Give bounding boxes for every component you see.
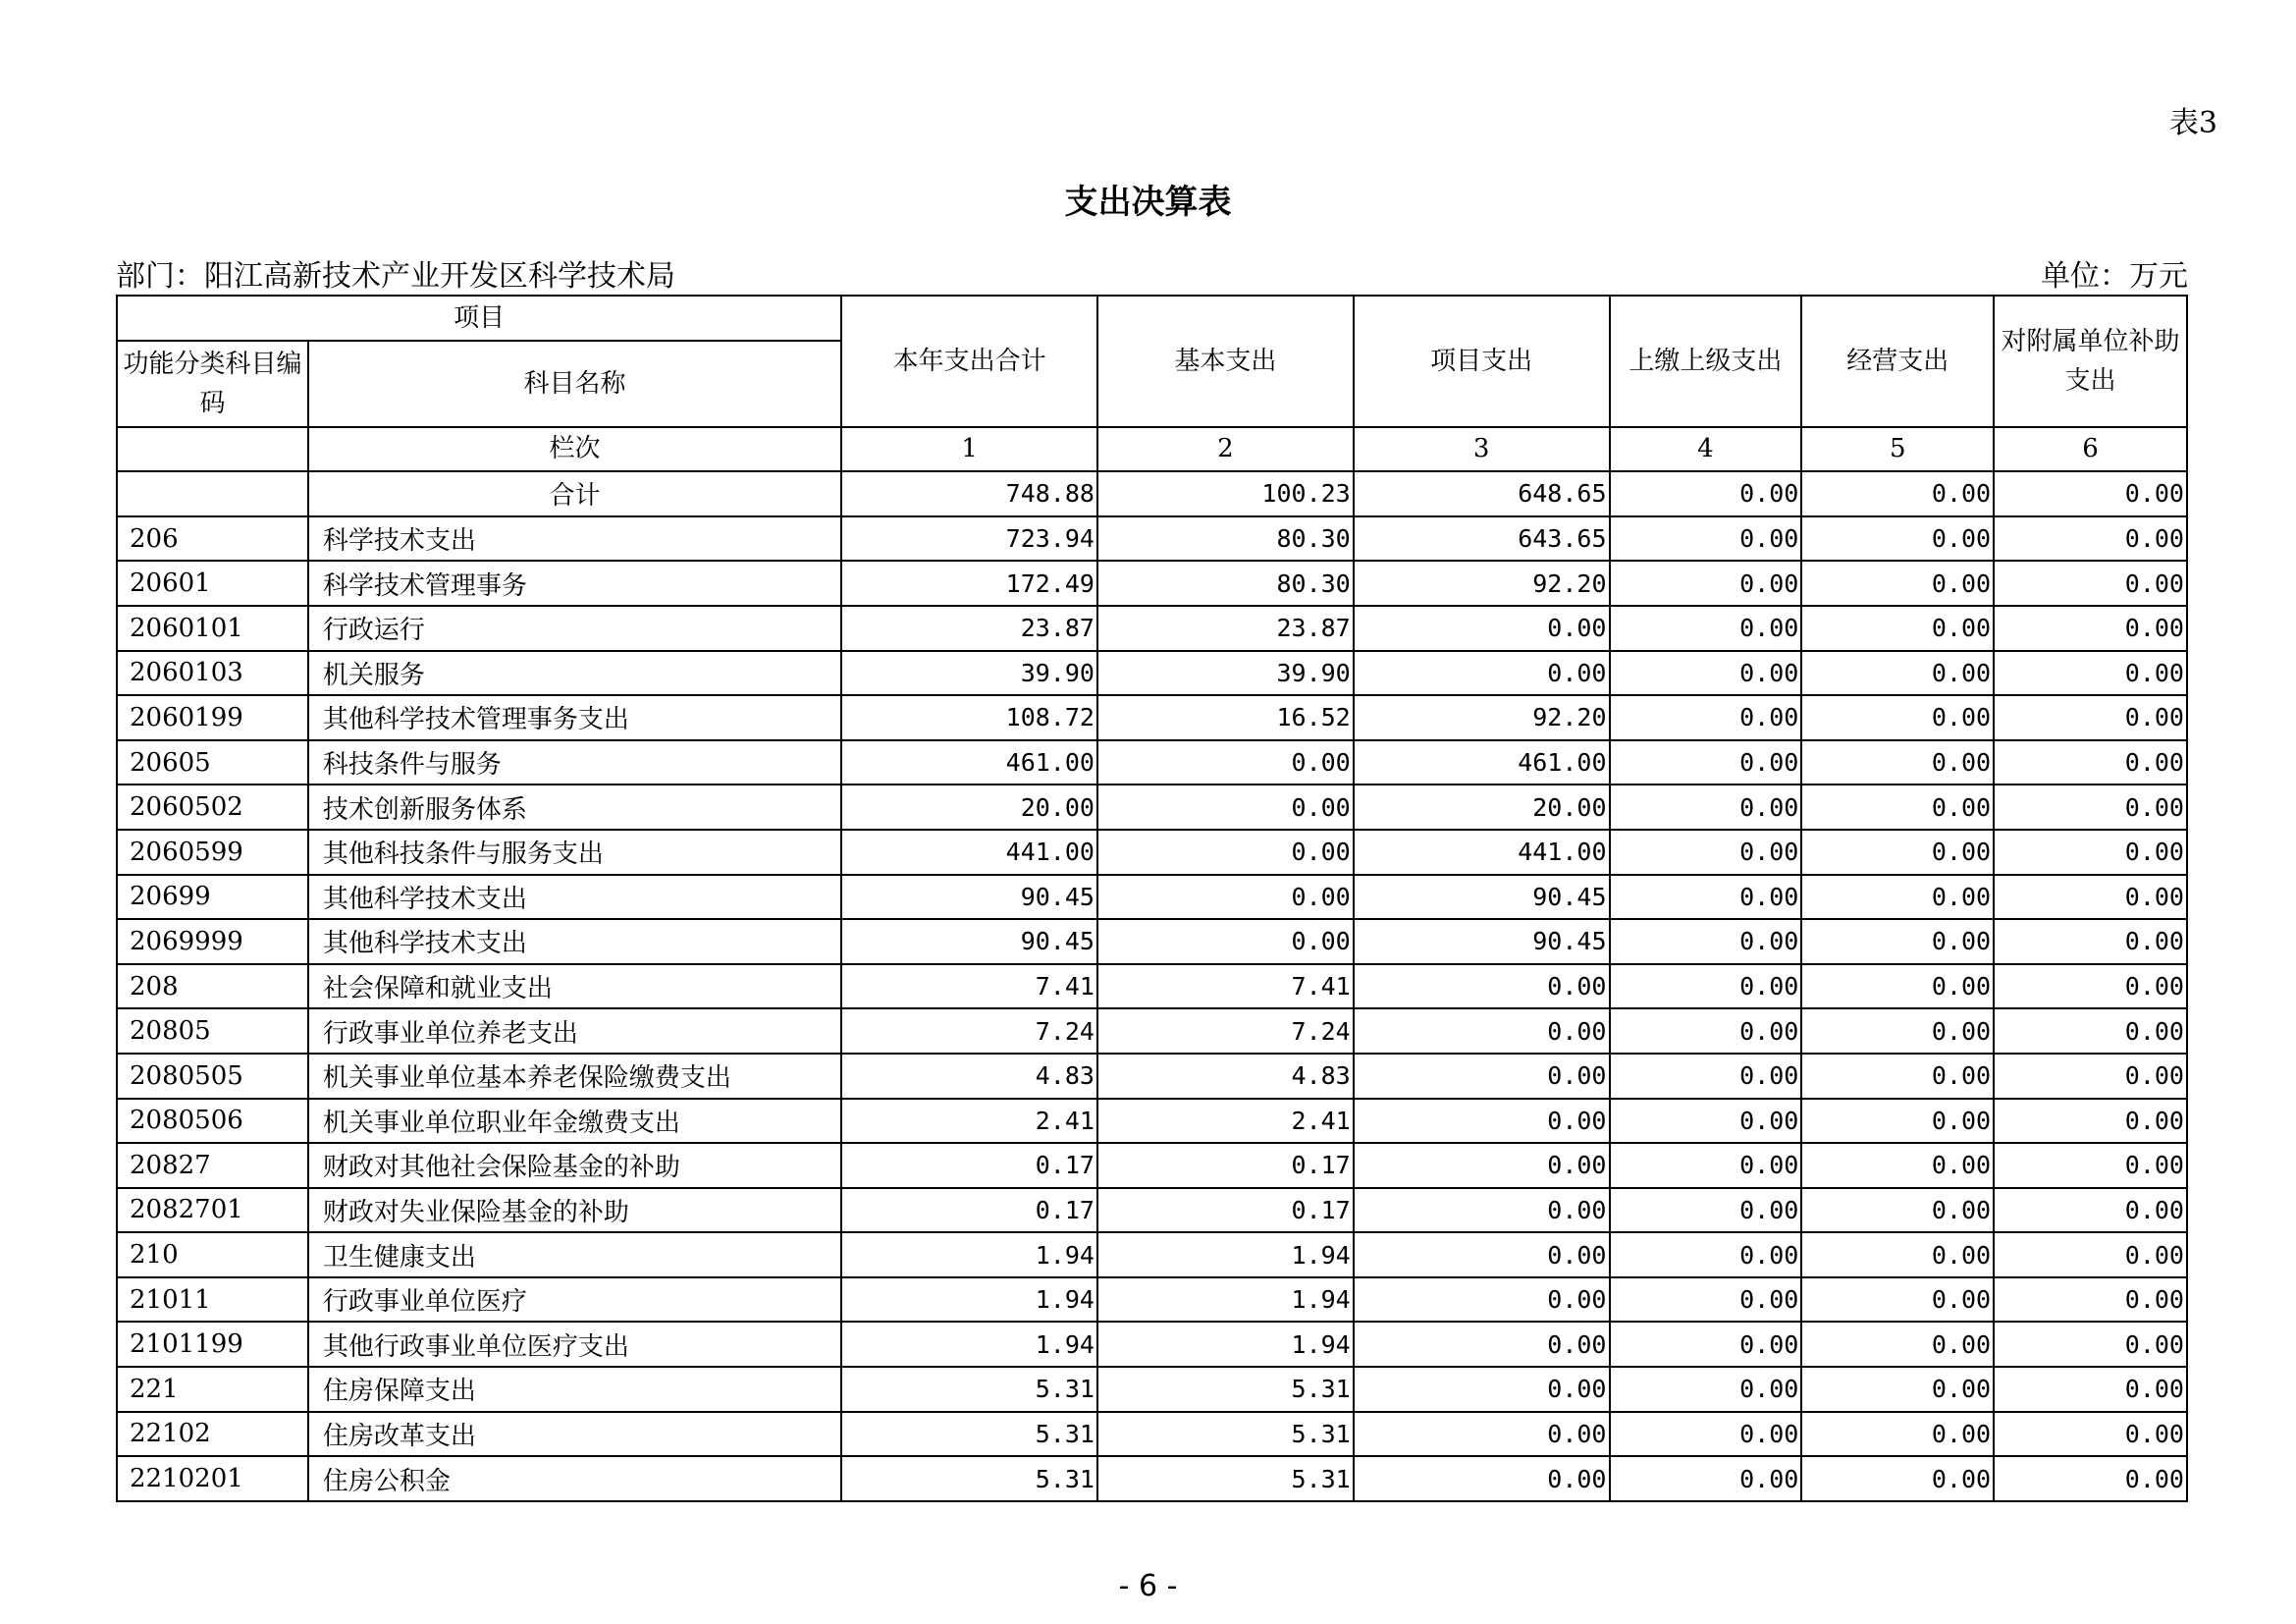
row-name: 住房改革支出 — [308, 1412, 841, 1457]
row-code: 2060101 — [117, 606, 308, 651]
row-code: 2101199 — [117, 1322, 308, 1367]
row-value: 0.00 — [1097, 830, 1354, 875]
total-label: 合计 — [308, 471, 841, 516]
expenditure-table — [116, 295, 2188, 1502]
table-row — [117, 1367, 2187, 1412]
row-value: 0.00 — [1354, 964, 1610, 1009]
table-row — [117, 964, 2187, 1009]
row-name: 技术创新服务体系 — [308, 785, 841, 830]
table-row — [117, 1188, 2187, 1233]
total-code — [117, 471, 308, 516]
row-value: 0.00 — [1610, 785, 1802, 830]
row-code: 2080506 — [117, 1099, 308, 1144]
row-value: 1.94 — [1097, 1232, 1354, 1277]
row-value: 0.00 — [1610, 1456, 1802, 1501]
row-value: 0.00 — [1994, 1232, 2187, 1277]
table-row — [117, 875, 2187, 920]
total-value: 648.65 — [1354, 471, 1610, 516]
table-row — [117, 1099, 2187, 1144]
row-value: 643.65 — [1354, 516, 1610, 562]
row-name: 行政运行 — [308, 606, 841, 651]
row-value: 0.00 — [1801, 1456, 1994, 1501]
row-code: 2082701 — [117, 1188, 308, 1233]
row-value: 90.45 — [1354, 875, 1610, 920]
total-row — [117, 471, 2187, 516]
row-code: 210 — [117, 1232, 308, 1277]
row-value: 90.45 — [841, 875, 1097, 920]
row-name: 其他行政事业单位医疗支出 — [308, 1322, 841, 1367]
meta-line — [116, 251, 2188, 295]
row-index-5: 5 — [1801, 427, 1994, 472]
row-value: 0.00 — [1610, 919, 1802, 964]
row-name: 科学技术管理事务 — [308, 561, 841, 606]
row-name: 科技条件与服务 — [308, 740, 841, 785]
row-value: 0.00 — [1801, 740, 1994, 785]
row-value: 0.00 — [1801, 1232, 1994, 1277]
table-row — [117, 830, 2187, 875]
row-value: 0.00 — [1610, 1143, 1802, 1188]
row-code: 20699 — [117, 875, 308, 920]
row-value: 5.31 — [1097, 1367, 1354, 1412]
row-value: 0.00 — [1354, 651, 1610, 696]
row-value: 5.31 — [841, 1456, 1097, 1501]
total-value: 0.00 — [1994, 471, 2187, 516]
row-name: 住房保障支出 — [308, 1367, 841, 1412]
header-name: 科目名称 — [308, 341, 841, 427]
row-value: 20.00 — [841, 785, 1097, 830]
row-index-6: 6 — [1994, 427, 2187, 472]
row-value: 0.00 — [1994, 919, 2187, 964]
row-value: 0.00 — [1354, 1008, 1610, 1054]
table-row — [117, 516, 2187, 562]
row-index-blank — [117, 427, 308, 472]
row-value: 0.00 — [1097, 740, 1354, 785]
row-value: 461.00 — [841, 740, 1097, 785]
row-value: 0.00 — [1801, 1143, 1994, 1188]
row-value: 441.00 — [1354, 830, 1610, 875]
row-value: 0.00 — [1994, 875, 2187, 920]
row-code: 2060502 — [117, 785, 308, 830]
row-value: 172.49 — [841, 561, 1097, 606]
row-value: 0.00 — [1801, 695, 1994, 740]
row-value: 0.00 — [1994, 1456, 2187, 1501]
row-value: 0.00 — [1994, 1412, 2187, 1457]
row-value: 0.00 — [1097, 875, 1354, 920]
row-value: 0.00 — [1994, 1188, 2187, 1233]
row-value: 0.00 — [1610, 695, 1802, 740]
row-value: 0.00 — [1994, 1277, 2187, 1323]
row-value: 0.00 — [1994, 1367, 2187, 1412]
row-name: 行政事业单位养老支出 — [308, 1008, 841, 1054]
row-value: 0.00 — [1801, 964, 1994, 1009]
row-name: 社会保障和就业支出 — [308, 964, 841, 1009]
table-row — [117, 561, 2187, 606]
row-value: 0.00 — [1994, 740, 2187, 785]
row-value: 0.00 — [1801, 1412, 1994, 1457]
row-name: 机关服务 — [308, 651, 841, 696]
row-value: 0.00 — [1354, 1054, 1610, 1099]
row-value: 0.00 — [1994, 1099, 2187, 1144]
row-code: 221 — [117, 1367, 308, 1412]
header-col2: 基本支出 — [1097, 296, 1354, 427]
row-name: 科学技术支出 — [308, 516, 841, 562]
row-value: 92.20 — [1354, 695, 1610, 740]
row-value: 1.94 — [841, 1277, 1097, 1323]
row-value: 0.00 — [1994, 606, 2187, 651]
header-col1: 本年支出合计 — [841, 296, 1097, 427]
row-name: 住房公积金 — [308, 1456, 841, 1501]
row-value: 0.00 — [1801, 1054, 1994, 1099]
row-value: 0.00 — [1610, 1099, 1802, 1144]
row-value: 0.17 — [841, 1143, 1097, 1188]
row-code: 208 — [117, 964, 308, 1009]
row-value: 0.00 — [1994, 516, 2187, 562]
row-name: 财政对失业保险基金的补助 — [308, 1188, 841, 1233]
row-value: 0.00 — [1801, 1367, 1994, 1412]
page-title: 支出决算表 — [1064, 183, 1232, 222]
row-index-2: 2 — [1097, 427, 1354, 472]
row-value: 1.94 — [1097, 1322, 1354, 1367]
row-value: 0.00 — [1610, 1008, 1802, 1054]
row-value: 0.00 — [1994, 785, 2187, 830]
row-value: 0.00 — [1610, 1188, 1802, 1233]
table-row — [117, 1277, 2187, 1323]
row-name: 财政对其他社会保险基金的补助 — [308, 1143, 841, 1188]
row-value: 4.83 — [841, 1054, 1097, 1099]
table-row — [117, 1456, 2187, 1501]
row-index-label: 栏次 — [308, 427, 841, 472]
department-label: 部门：阳江高新技术产业开发区科学技术局 — [116, 259, 675, 294]
row-code: 2210201 — [117, 1456, 308, 1501]
header-item: 项目 — [117, 296, 841, 341]
row-value: 0.17 — [1097, 1188, 1354, 1233]
row-value: 0.00 — [1801, 785, 1994, 830]
row-code: 2060599 — [117, 830, 308, 875]
row-value: 7.24 — [1097, 1008, 1354, 1054]
row-name: 机关事业单位基本养老保险缴费支出 — [308, 1054, 841, 1099]
row-value: 1.94 — [1097, 1277, 1354, 1323]
row-value: 80.30 — [1097, 516, 1354, 562]
row-value: 0.00 — [1801, 561, 1994, 606]
header-code: 功能分类科目编码 — [117, 341, 308, 427]
table-row — [117, 1054, 2187, 1099]
row-value: 0.00 — [1610, 1322, 1802, 1367]
row-name: 行政事业单位医疗 — [308, 1277, 841, 1323]
table-row — [117, 785, 2187, 830]
table-row — [117, 606, 2187, 651]
row-value: 0.00 — [1994, 695, 2187, 740]
row-index — [117, 427, 2187, 472]
row-value: 2.41 — [1097, 1099, 1354, 1144]
row-value: 23.87 — [1097, 606, 1354, 651]
table-row — [117, 740, 2187, 785]
row-value: 0.00 — [1994, 830, 2187, 875]
page-number: - 6 - — [1118, 1569, 1178, 1603]
row-code: 20805 — [117, 1008, 308, 1054]
row-value: 0.00 — [1097, 919, 1354, 964]
row-code: 20605 — [117, 740, 308, 785]
row-value: 90.45 — [1354, 919, 1610, 964]
row-value: 0.00 — [1610, 606, 1802, 651]
row-value: 0.00 — [1610, 964, 1802, 1009]
table-number: 表3 — [2168, 106, 2217, 140]
row-value: 0.00 — [1801, 919, 1994, 964]
row-value: 0.00 — [1097, 785, 1354, 830]
total-value: 100.23 — [1097, 471, 1354, 516]
row-index-3: 3 — [1354, 427, 1610, 472]
table-row — [117, 1232, 2187, 1277]
row-code: 20601 — [117, 561, 308, 606]
row-value: 0.00 — [1610, 1054, 1802, 1099]
row-code: 2060199 — [117, 695, 308, 740]
row-value: 723.94 — [841, 516, 1097, 562]
row-value: 0.00 — [1354, 1188, 1610, 1233]
row-value: 90.45 — [841, 919, 1097, 964]
row-value: 461.00 — [1354, 740, 1610, 785]
row-value: 0.00 — [1610, 1367, 1802, 1412]
header-col6: 对附属单位补助支出 — [1994, 296, 2187, 427]
row-value: 0.00 — [1994, 964, 2187, 1009]
row-value: 0.00 — [1994, 1322, 2187, 1367]
row-value: 16.52 — [1097, 695, 1354, 740]
row-name: 其他科学技术管理事务支出 — [308, 695, 841, 740]
row-value: 0.00 — [1801, 516, 1994, 562]
unit-label: 单位：万元 — [2041, 259, 2188, 294]
row-value: 0.00 — [1610, 1232, 1802, 1277]
row-value: 0.00 — [1994, 1008, 2187, 1054]
table-row — [117, 1322, 2187, 1367]
row-value: 2.41 — [841, 1099, 1097, 1144]
row-value: 0.00 — [1801, 875, 1994, 920]
row-value: 441.00 — [841, 830, 1097, 875]
total-value: 748.88 — [841, 471, 1097, 516]
row-value: 0.00 — [1354, 1412, 1610, 1457]
total-value: 0.00 — [1610, 471, 1802, 516]
row-value: 0.00 — [1610, 1277, 1802, 1323]
row-value: 0.00 — [1801, 1099, 1994, 1144]
row-value: 0.00 — [1801, 830, 1994, 875]
row-value: 0.00 — [1994, 1054, 2187, 1099]
row-value: 108.72 — [841, 695, 1097, 740]
row-value: 0.00 — [1994, 561, 2187, 606]
row-name: 机关事业单位职业年金缴费支出 — [308, 1099, 841, 1144]
row-value: 1.94 — [841, 1232, 1097, 1277]
row-value: 7.24 — [841, 1008, 1097, 1054]
row-value: 0.00 — [1610, 651, 1802, 696]
row-value: 5.31 — [1097, 1456, 1354, 1501]
total-value: 0.00 — [1801, 471, 1994, 516]
row-value: 0.00 — [1801, 1008, 1994, 1054]
row-value: 0.00 — [1610, 830, 1802, 875]
row-value: 0.00 — [1801, 1188, 1994, 1233]
row-code: 2060103 — [117, 651, 308, 696]
table-row — [117, 919, 2187, 964]
table-row — [117, 651, 2187, 696]
row-value: 0.00 — [1610, 875, 1802, 920]
row-value: 0.00 — [1354, 1456, 1610, 1501]
table-row — [117, 1143, 2187, 1188]
header-col3: 项目支出 — [1354, 296, 1610, 427]
row-code: 21011 — [117, 1277, 308, 1323]
row-code: 20827 — [117, 1143, 308, 1188]
row-code: 22102 — [117, 1412, 308, 1457]
row-value: 1.94 — [841, 1322, 1097, 1367]
row-value: 23.87 — [841, 606, 1097, 651]
row-value: 0.00 — [1801, 606, 1994, 651]
header-col4: 上缴上级支出 — [1610, 296, 1802, 427]
row-name: 其他科技条件与服务支出 — [308, 830, 841, 875]
row-value: 0.00 — [1610, 1412, 1802, 1457]
row-value: 39.90 — [1097, 651, 1354, 696]
row-value: 7.41 — [841, 964, 1097, 1009]
row-value: 7.41 — [1097, 964, 1354, 1009]
row-value: 4.83 — [1097, 1054, 1354, 1099]
row-value: 80.30 — [1097, 561, 1354, 606]
row-value: 0.00 — [1994, 651, 2187, 696]
row-code: 206 — [117, 516, 308, 562]
row-value: 0.17 — [1097, 1143, 1354, 1188]
row-value: 20.00 — [1354, 785, 1610, 830]
header-col5: 经营支出 — [1801, 296, 1994, 427]
row-code: 2080505 — [117, 1054, 308, 1099]
row-value: 92.20 — [1354, 561, 1610, 606]
row-name: 卫生健康支出 — [308, 1232, 841, 1277]
row-value: 0.17 — [841, 1188, 1097, 1233]
row-value: 0.00 — [1610, 516, 1802, 562]
table-row — [117, 1412, 2187, 1457]
row-value: 0.00 — [1354, 1277, 1610, 1323]
row-value: 0.00 — [1354, 1367, 1610, 1412]
row-value: 5.31 — [1097, 1412, 1354, 1457]
row-value: 5.31 — [841, 1367, 1097, 1412]
row-name: 其他科学技术支出 — [308, 875, 841, 920]
row-value: 0.00 — [1610, 740, 1802, 785]
row-value: 0.00 — [1354, 606, 1610, 651]
row-value: 0.00 — [1801, 1277, 1994, 1323]
row-value: 5.31 — [841, 1412, 1097, 1457]
row-value: 0.00 — [1354, 1099, 1610, 1144]
row-value: 0.00 — [1354, 1232, 1610, 1277]
row-value: 0.00 — [1801, 1322, 1994, 1367]
row-value: 0.00 — [1801, 651, 1994, 696]
row-name: 其他科学技术支出 — [308, 919, 841, 964]
table-row — [117, 1008, 2187, 1054]
row-code: 2069999 — [117, 919, 308, 964]
row-index-1: 1 — [841, 427, 1097, 472]
row-value: 0.00 — [1354, 1322, 1610, 1367]
row-value: 39.90 — [841, 651, 1097, 696]
table-row — [117, 695, 2187, 740]
row-value: 0.00 — [1994, 1143, 2187, 1188]
row-value: 0.00 — [1610, 561, 1802, 606]
row-value: 0.00 — [1354, 1143, 1610, 1188]
row-index-4: 4 — [1610, 427, 1802, 472]
